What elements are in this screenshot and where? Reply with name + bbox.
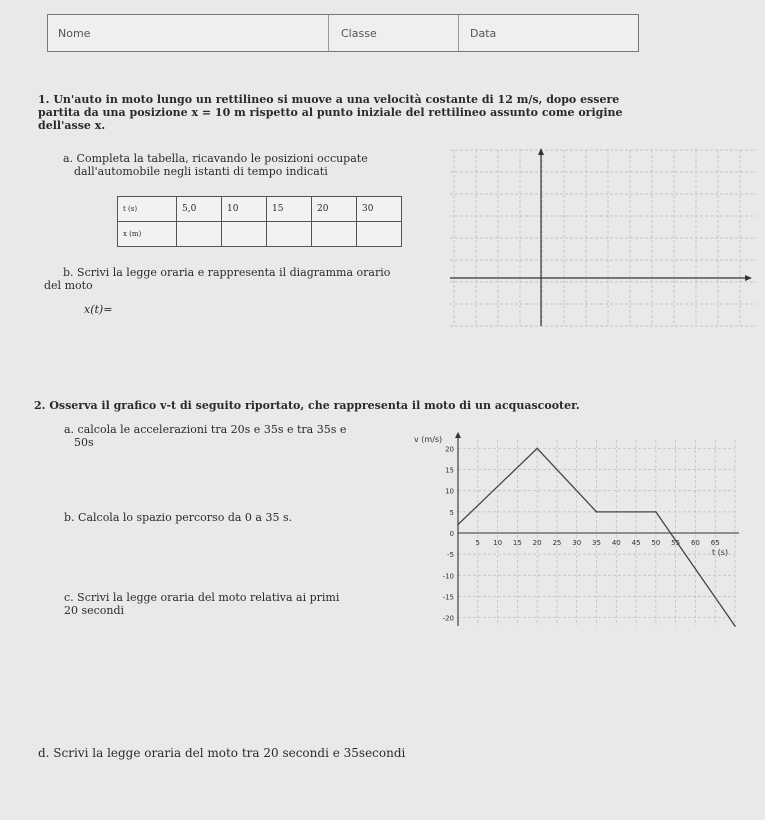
- time-cell: 20: [312, 197, 357, 222]
- y-axis-arrow: [455, 432, 461, 438]
- x-tick-label: 35: [592, 539, 601, 547]
- grid-lines: [450, 150, 756, 326]
- law-label: x(t)=: [84, 303, 113, 316]
- ex2-c-line1: c. Scrivi la legge oraria del moto relativa ai primi: [64, 591, 340, 604]
- x-tick-label: 30: [572, 539, 582, 547]
- nome-label: Nome: [58, 27, 91, 40]
- y-tick-label: 15: [445, 466, 454, 475]
- time-cell: 15: [267, 197, 312, 222]
- time-cell: 30: [357, 197, 402, 222]
- ex1-a-line1: a. Completa la tabella, ricavando le posizioni occupate: [63, 152, 368, 165]
- position-cell[interactable]: [177, 222, 222, 247]
- y-tick-label: 20: [445, 445, 454, 454]
- data-label: Data: [470, 27, 497, 40]
- x-tick-label: 40: [611, 539, 621, 547]
- position-cell[interactable]: [222, 222, 267, 247]
- y-tick-label: -10: [442, 572, 454, 581]
- ex1-text-line3: dell'asse x.: [38, 119, 106, 132]
- data-point: [457, 524, 459, 526]
- position-cell[interactable]: [267, 222, 312, 247]
- x-tick-label: 45: [631, 539, 641, 547]
- x-tick-label: 55: [671, 539, 681, 547]
- table-row: [118, 197, 402, 222]
- time-cell: 10: [222, 197, 267, 222]
- x-tick-label: 15: [512, 539, 522, 547]
- y-tick-label: -5: [447, 551, 454, 560]
- x-row-label: x (m): [118, 222, 177, 247]
- ex2-d: d. Scrivi la legge oraria del moto tra 20 secondi e 35secondi: [38, 746, 406, 760]
- data-point: [536, 448, 538, 450]
- header-box: [47, 14, 639, 52]
- ex1-text-line2: partita da una posizione x = 10 m rispetto al punto iniziale del rettilineo assunto come origine: [38, 106, 623, 119]
- y-axis-label: v (m/s): [414, 435, 443, 444]
- position-cell[interactable]: [357, 222, 402, 247]
- x-tick-label: 50: [651, 539, 661, 547]
- ex1-a-line2: dall'automobile negli istanti di tempo indicati: [74, 165, 328, 178]
- x-tick-label: 60: [690, 539, 700, 547]
- time-cell: 5,0: [177, 197, 222, 222]
- y-tick-label: 10: [445, 487, 454, 496]
- position-cell[interactable]: [312, 222, 357, 247]
- ex1-text-line1: 1. Un'auto in moto lungo un rettilineo si muove a una velocità costante di 12 m/s, dopo essere: [38, 93, 620, 106]
- x-tick-label: 65: [710, 539, 720, 547]
- x-tick-label: 5: [475, 539, 481, 547]
- ex2-a-line1: a. calcola le accelerazioni tra 20s e 35s e tra 35s e: [64, 423, 347, 436]
- ex2-c-line2: 20 secondi: [64, 604, 125, 617]
- y-tick-label: 0: [449, 530, 454, 538]
- x-tick-label: 10: [493, 539, 503, 547]
- t-row-label: t (s): [118, 197, 177, 222]
- positions-table: [117, 196, 402, 247]
- x-tick-label: 20: [532, 539, 542, 547]
- ex2-title: 2. Osserva il grafico v-t di seguito riportato, che rappresenta il moto di un acquascooter.: [34, 399, 580, 412]
- chart-ticks: [443, 445, 720, 622]
- data-point: [655, 511, 657, 513]
- classe-label: Classe: [341, 27, 377, 40]
- y-tick-label: 5: [449, 508, 454, 517]
- y-tick-label: -20: [442, 614, 454, 623]
- x-axis-label: t (s): [712, 548, 729, 557]
- data-point: [734, 625, 736, 627]
- ex1-b-line2: del moto: [44, 279, 93, 292]
- header-divider: [458, 15, 459, 51]
- ex2-a-line2: 50s: [74, 436, 94, 449]
- data-point: [596, 511, 598, 513]
- ex1-empty-grid: [446, 140, 765, 330]
- x-axis-arrow: [745, 275, 752, 281]
- header-divider: [328, 15, 329, 51]
- ex2-b: b. Calcola lo spazio percorso da 0 a 35 s.: [64, 511, 293, 524]
- y-tick-label: -15: [442, 593, 454, 602]
- y-axis-arrow: [538, 148, 544, 155]
- ex1-b-line1: b. Scrivi la legge oraria e rappresenta il diagramma orario: [63, 266, 391, 279]
- velocity-time-chart: [400, 432, 740, 642]
- table-row: [118, 222, 402, 247]
- x-tick-label: 25: [552, 539, 562, 547]
